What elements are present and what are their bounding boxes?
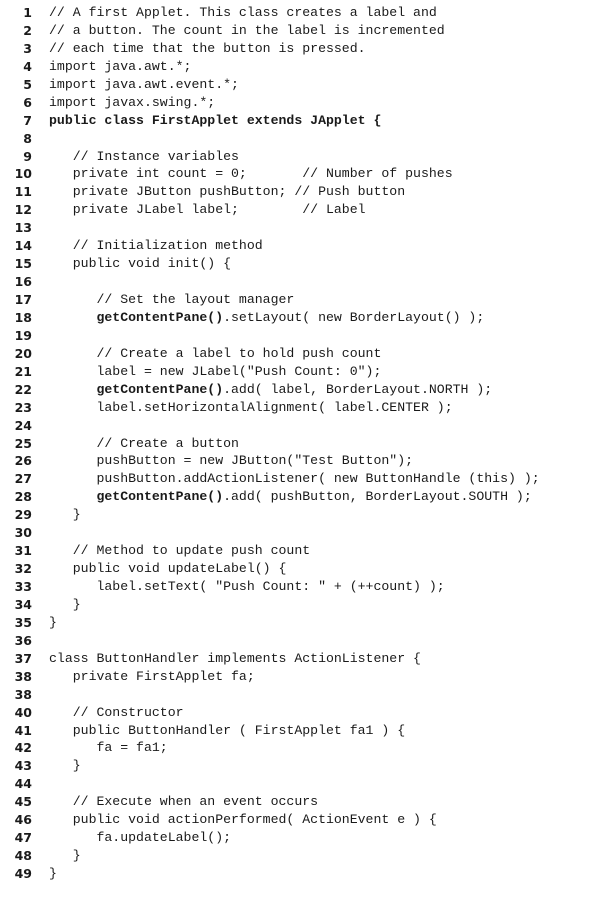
code-token: .setLayout( new BorderLayout() ); (223, 309, 485, 325)
code-line (0, 219, 600, 237)
line-number: 12 (14, 202, 32, 218)
code-text (49, 255, 231, 273)
line-number: 20 (14, 345, 32, 361)
code-text (49, 4, 437, 22)
code-line (0, 775, 600, 793)
line-number: 29 (14, 507, 32, 523)
code-text (49, 811, 437, 829)
code-line (0, 668, 600, 686)
code-text (49, 865, 57, 883)
code-line (0, 722, 600, 740)
code-line (0, 345, 600, 363)
code-token (49, 310, 96, 325)
code-line (0, 255, 600, 273)
code-line (0, 560, 600, 578)
line-number: 21 (14, 363, 32, 379)
code-text (49, 847, 81, 865)
code-token: } (49, 866, 57, 881)
code-text (49, 148, 239, 166)
code-line (0, 201, 600, 219)
code-line (0, 148, 600, 166)
code-token: import javax.swing.*; (49, 94, 216, 110)
line-number: 7 (23, 112, 32, 128)
code-line (0, 506, 600, 524)
code-text (49, 829, 231, 847)
line-number: 49 (14, 866, 32, 881)
code-token: private JLabel label; // Label (49, 202, 366, 218)
code-token: // Constructor (49, 704, 184, 720)
code-line (0, 524, 600, 542)
code-line (0, 829, 600, 847)
code-token: // Create a label to hold push count (49, 345, 382, 361)
code-line (0, 309, 600, 327)
code-token: public void updateLabel() { (49, 561, 287, 577)
code-token: } (49, 507, 81, 523)
code-text (49, 399, 453, 417)
line-number: 11 (14, 184, 32, 200)
code-token: pushButton = new JButton("Test Button"); (49, 453, 414, 469)
code-token: // Initialization method (49, 238, 263, 254)
code-token-bold: getContentPane() (96, 309, 224, 325)
code-line (0, 327, 600, 345)
line-number: 17 (14, 292, 32, 307)
code-token: private JButton pushButton; // Push button (49, 184, 406, 200)
code-token: .add( pushButton, BorderLayout.SOUTH ); (223, 489, 532, 505)
code-line (0, 435, 600, 453)
line-number: 33 (14, 579, 32, 594)
code-text (49, 165, 453, 183)
line-number: 8 (23, 130, 32, 146)
code-text (49, 201, 366, 219)
line-number: 32 (14, 561, 32, 577)
line-number: 13 (14, 220, 32, 236)
code-line (0, 596, 600, 614)
code-token: // Method to update push count (49, 543, 311, 559)
code-line (0, 686, 600, 704)
line-number: 40 (14, 704, 32, 720)
code-text (49, 345, 381, 363)
line-number: 47 (14, 830, 32, 846)
code-line (0, 183, 600, 201)
code-text (49, 668, 255, 686)
code-token-bold: getContentPane() (96, 489, 224, 505)
line-number: 37 (14, 650, 32, 666)
line-number: 14 (14, 238, 32, 254)
code-line (0, 130, 600, 148)
code-text (49, 112, 381, 130)
line-number: 15 (14, 256, 32, 272)
code-token (49, 382, 96, 397)
code-line (0, 632, 600, 650)
code-token: label = new JLabel("Push Count: 0"); (49, 363, 382, 379)
code-line (0, 470, 600, 488)
line-number: 10 (14, 166, 32, 182)
line-number: 44 (14, 776, 32, 792)
code-text (49, 722, 405, 740)
code-token: fa = fa1; (49, 740, 168, 756)
code-text (49, 793, 318, 811)
line-number: 31 (14, 543, 32, 559)
line-number: 3 (23, 40, 32, 56)
code-text (49, 381, 492, 399)
line-number: 28 (14, 489, 32, 505)
code-token: // Set the layout manager (49, 292, 295, 307)
code-token: // Execute when an event occurs (49, 794, 319, 810)
code-line (0, 865, 600, 883)
line-number: 18 (14, 309, 32, 325)
line-number: 26 (14, 453, 32, 469)
code-line (0, 811, 600, 829)
code-line (0, 273, 600, 291)
code-line (0, 739, 600, 757)
code-token: pushButton.addActionListener( new ButtonHandle (this) ); (49, 471, 540, 487)
code-text (49, 757, 81, 775)
line-number: 36 (14, 632, 32, 648)
line-number: 30 (14, 525, 32, 541)
code-line (0, 22, 600, 40)
code-text (49, 704, 184, 722)
line-number: 19 (14, 327, 32, 343)
code-text (49, 183, 405, 201)
code-token: } (49, 614, 57, 630)
code-token (49, 489, 96, 504)
line-number: 2 (23, 22, 32, 38)
code-text (49, 578, 445, 596)
code-line (0, 399, 600, 417)
line-number: 34 (14, 596, 32, 612)
line-number: 25 (14, 435, 32, 451)
code-text (49, 435, 239, 453)
code-token: import java.awt.*; (49, 58, 192, 74)
code-text (49, 488, 532, 506)
code-token: // a button. The count in the label is incremented (49, 22, 445, 38)
code-line (0, 793, 600, 811)
line-number: 27 (14, 471, 32, 487)
line-number: 24 (14, 417, 32, 433)
code-text (49, 309, 484, 327)
code-line (0, 165, 600, 183)
code-line (0, 58, 600, 76)
code-token: public ButtonHandler ( FirstApplet fa1 ) { (49, 722, 406, 738)
code-line (0, 76, 600, 94)
line-number: 22 (14, 381, 32, 397)
code-text (49, 739, 168, 757)
code-text (49, 40, 366, 58)
code-line (0, 614, 600, 632)
code-token: // A first Applet. This class creates a label and (49, 5, 437, 20)
code-line (0, 452, 600, 470)
line-number: 38 (14, 668, 32, 684)
code-token: } (49, 848, 81, 864)
line-number: 41 (14, 722, 32, 738)
code-line (0, 40, 600, 58)
code-token-bold: getContentPane() (96, 381, 224, 397)
code-text (49, 76, 239, 94)
code-line (0, 363, 600, 381)
code-line (0, 704, 600, 722)
code-token: fa.updateLabel(); (49, 830, 232, 846)
line-number: 9 (23, 148, 32, 164)
code-token: // Create a button (49, 435, 239, 451)
line-number: 16 (14, 274, 32, 290)
code-token: .add( label, BorderLayout.NORTH ); (223, 381, 493, 397)
line-number: 1 (23, 5, 32, 20)
code-text (49, 650, 421, 668)
code-text (49, 470, 540, 488)
code-token: } (49, 596, 81, 612)
code-text (49, 614, 57, 632)
line-number: 38 (14, 686, 32, 702)
code-token: public void init() { (49, 256, 232, 272)
line-number: 48 (14, 848, 32, 864)
code-token: import java.awt.event.*; (49, 76, 239, 92)
code-line (0, 291, 600, 309)
code-token: class ButtonHandler implements ActionListener { (49, 650, 421, 666)
code-text (49, 22, 445, 40)
line-number: 6 (23, 94, 32, 110)
code-token: private FirstApplet fa; (49, 668, 255, 684)
line-number: 42 (14, 740, 32, 756)
code-text (49, 94, 215, 112)
line-number: 45 (14, 794, 32, 810)
code-token: label.setText( "Push Count: " + (++count) ); (49, 579, 445, 594)
line-number: 35 (14, 614, 32, 630)
code-line (0, 237, 600, 255)
code-line (0, 4, 600, 22)
code-line (0, 112, 600, 130)
code-token: // each time that the button is pressed. (49, 40, 366, 56)
code-line (0, 381, 600, 399)
code-token: } (49, 758, 81, 774)
code-token: public void actionPerformed( ActionEvent e ) { (49, 812, 437, 828)
code-text (49, 58, 191, 76)
code-line (0, 488, 600, 506)
code-line (0, 417, 600, 435)
code-token: label.setHorizontalAlignment( label.CENTER ); (49, 399, 453, 415)
line-number: 23 (14, 399, 32, 415)
code-text (49, 237, 263, 255)
code-line (0, 650, 600, 668)
code-token: // Instance variables (49, 148, 239, 164)
line-number: 4 (23, 58, 32, 74)
code-text (49, 542, 310, 560)
line-number: 46 (14, 812, 32, 828)
code-text (49, 291, 294, 309)
line-number: 43 (14, 758, 32, 774)
code-line (0, 757, 600, 775)
code-line (0, 542, 600, 560)
code-text (49, 596, 81, 614)
code-text (49, 452, 413, 470)
code-line (0, 94, 600, 112)
line-number: 5 (23, 76, 32, 92)
code-text (49, 560, 286, 578)
code-line (0, 578, 600, 596)
code-text (49, 363, 381, 381)
code-text (49, 506, 81, 524)
code-token: private int count = 0; // Number of pushes (49, 166, 453, 182)
code-token-bold: public class FirstApplet extends JApplet { (49, 112, 382, 128)
code-line (0, 847, 600, 865)
